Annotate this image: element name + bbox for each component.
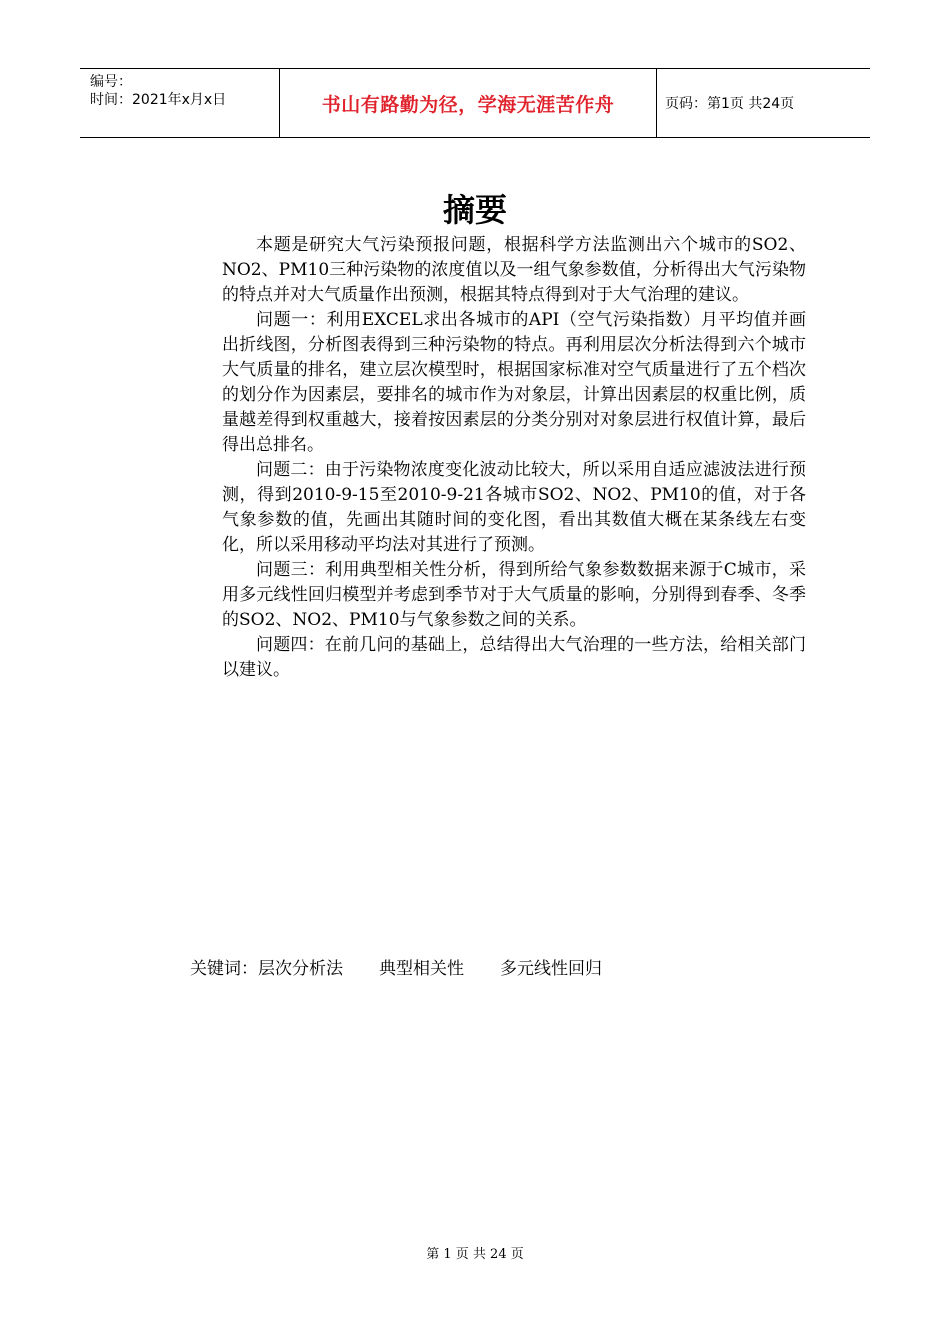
page-footer: 第 1 页 共 24 页 <box>426 1247 524 1262</box>
abstract-paragraph: 问题四：在前几问的基础上，总结得出大气治理的一些方法，给相关部门以建议。 <box>222 635 806 680</box>
document-header <box>80 68 870 138</box>
number-label: 编号： <box>90 74 132 90</box>
keyword-item: 典型相关性 <box>379 959 464 979</box>
abstract-paragraph: 问题二：由于污染物浓度变化波动比较大，所以采用自适应滤波法进行预测，得到2010-9-15至2010-9-21各城市SO2、NO2、PM10的值，对于各气象参数的值，先画出其随时间的变化图，看出其数值大概在某条线左右变化，所以采用移动平均法对其进行了预测。 <box>222 460 806 555</box>
keyword-item: 多元线性回归 <box>500 959 602 979</box>
keyword-item: 层次分析法 <box>258 959 343 979</box>
date-label: 时间：2021年x月x日 <box>90 92 227 108</box>
header-page-info: 页码：第1页 共24页 <box>665 96 795 112</box>
header-motto: 书山有路勤为径，学海无涯苦作舟 <box>280 69 657 137</box>
header-meta <box>80 69 280 137</box>
keywords-line <box>190 957 602 982</box>
keywords-label: 关键词： <box>190 959 258 979</box>
abstract-body <box>222 233 806 683</box>
abstract-paragraph: 问题一：利用EXCEL求出各城市的API（空气污染指数）月平均值并画出折线图，分析图表得到三种污染物的特点。再利用层次分析法得到六个城市大气质量的排名，建立层次模型时，根据国家标准对空气质量进行了五个档次的划分作为因素层，要排名的城市作为对象层，计算出因素层的权重比例，质量越差得到权重越大，接着按因素层的分类分别对对象层进行权值计算，最后得出总排名。 <box>222 310 806 455</box>
abstract-paragraph: 问题三：利用典型相关性分析，得到所给气象参数数据来源于C城市，采用多元线性回归模型并考虑到季节对于大气质量的影响，分别得到春季、冬季的SO2、NO2、PM10与气象参数之间的关系。 <box>222 560 806 630</box>
abstract-paragraph: 本题是研究大气污染预报问题，根据科学方法监测出六个城市的SO2、NO2、PM10三种污染物的浓度值以及一组气象参数值，分析得出大气污染物的特点并对大气质量作出预测，根据其特点得到对于大气治理的建议。 <box>222 235 806 305</box>
abstract-title: 摘要 <box>442 191 507 229</box>
